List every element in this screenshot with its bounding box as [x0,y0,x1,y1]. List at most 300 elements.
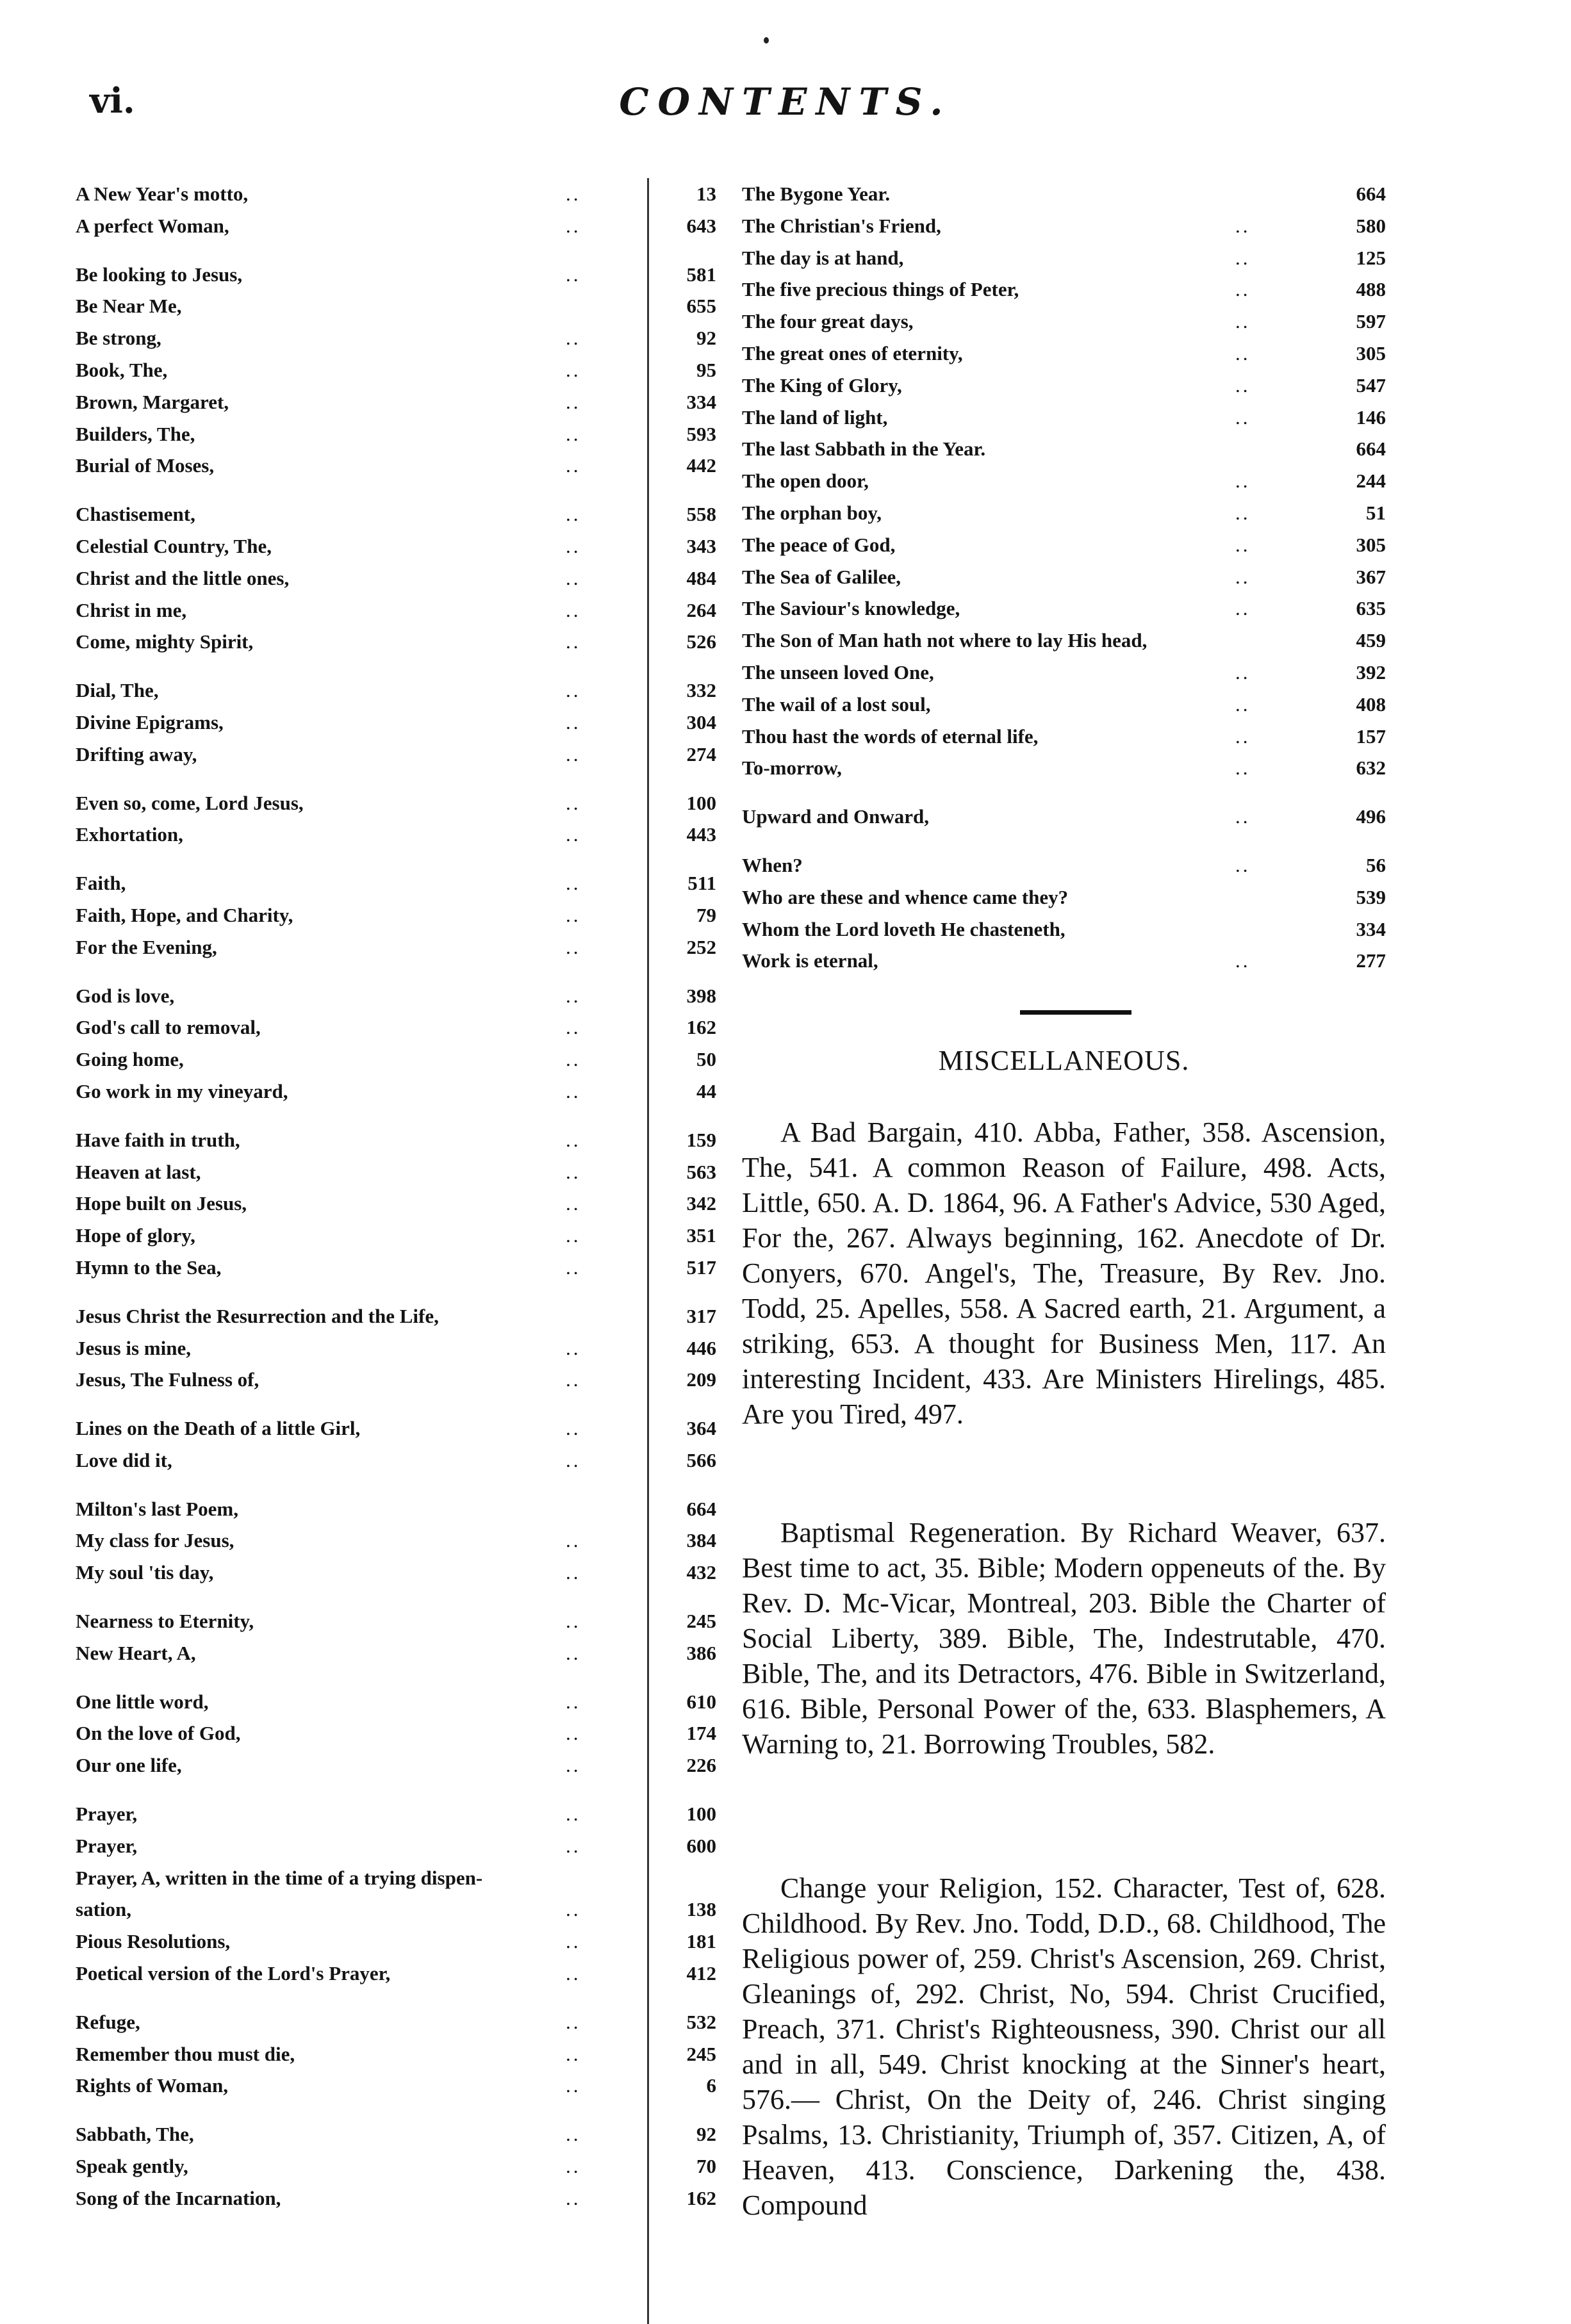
contents-entry [76,1124,716,1156]
entry-leader: .. [566,1016,581,1039]
entry-title: Be Near Me, [76,295,182,318]
entry-page-number: 547 [1356,373,1386,397]
entry-leader: .. [1235,214,1251,237]
entry-leader: .. [566,935,581,958]
contents-entry [76,2118,716,2150]
entry-title: God is love, [76,984,175,1007]
entry-leader: .. [566,630,581,653]
page-title: CONTENTS. [619,80,952,124]
entry-page-number: 332 [686,679,716,702]
entry-title: The peace of God, [742,533,896,556]
entry-title: Sabbath, The, [76,2123,194,2146]
group-spacer [76,242,716,259]
entry-page-number: 566 [686,1448,716,1471]
entry-title: Prayer, [76,1803,138,1826]
contents-entry [742,689,1386,721]
entry-title: Our one life, [76,1754,182,1777]
entry-title: For the Evening, [76,935,217,958]
entry-page-number: 252 [686,935,716,958]
contents-entry [742,657,1386,689]
group-spacer [76,658,716,675]
entry-leader: .. [1235,501,1251,524]
contents-entry [742,178,1386,210]
entry-page-number: 446 [686,1336,716,1359]
entry-leader: .. [1235,805,1251,828]
contents-entry [76,1444,716,1477]
entry-page-number: 386 [686,1641,716,1664]
entry-leader: .. [566,1368,581,1391]
ink-speck [764,37,769,44]
entry-page-number: 100 [686,791,716,814]
group-spacer [76,1589,716,1605]
entry-leader: .. [566,598,581,621]
contents-entry [76,1749,716,1781]
entry-leader: .. [566,2123,581,2146]
entry-leader: .. [566,1192,581,1215]
entry-title: The Son of Man hath not where to lay His head, [742,629,1147,652]
entry-title: Work is eternal, [742,949,878,972]
entry-title: Jesus, The Fulness of, [76,1368,259,1391]
entry-title: Hope of glory, [76,1224,195,1247]
contents-entry [76,1637,716,1669]
entry-page-number: 632 [1356,757,1386,780]
entry-page-number: 412 [686,1962,716,1985]
contents-entry [76,1156,716,1188]
contents-entry [76,2006,716,2038]
contents-entry [742,529,1386,561]
entry-page-number: 159 [686,1128,716,1151]
entry-leader: .. [1235,597,1251,620]
entry-title: Dial, The, [76,679,159,702]
entry-title: Pious Resolutions, [76,1930,231,1953]
contents-entry [742,849,1386,881]
contents-entry [76,1332,716,1364]
entry-page-number: 392 [1356,660,1386,683]
entry-title: Lines on the Death of a little Girl, [76,1417,361,1440]
contents-entry [742,913,1386,945]
contents-entry [76,1605,716,1637]
entry-page-number: 600 [686,1834,716,1857]
entry-title: Jesus is mine, [76,1336,191,1359]
contents-entry [76,178,716,210]
entry-page-number: 664 [1356,438,1386,461]
entry-title: Nearness to Eternity, [76,1610,254,1633]
entry-title: Upward and Onward, [742,805,929,828]
contents-entry [742,801,1386,833]
entry-leader: .. [566,1529,581,1552]
entry-page-number: 610 [686,1690,716,1713]
contents-entry [742,625,1386,657]
entry-leader: .. [566,422,581,445]
entry-page-number: 342 [686,1192,716,1215]
entry-page-number: 70 [696,2155,716,2178]
entry-leader: .. [566,1722,581,1745]
contents-entry [76,210,716,242]
contents-entry [742,497,1386,529]
entry-leader: .. [1235,341,1251,364]
entry-title: Song of the Incarnation, [76,2186,281,2209]
entry-page-number: 305 [1356,341,1386,364]
entry-page-number: 334 [686,390,716,413]
entry-page-number: 517 [686,1256,716,1279]
entry-leader: .. [566,679,581,702]
contents-entry [76,1926,716,1958]
entry-title: The Sea of Galilee, [742,565,901,588]
entry-leader: .. [566,566,581,589]
entry-leader: .. [566,1079,581,1102]
entry-leader: .. [566,503,581,526]
entry-title: To-morrow, [742,757,842,780]
contents-entry [76,1958,716,1990]
entry-leader: .. [566,214,581,237]
group-spacer [76,771,716,787]
contents-entry [76,1798,716,1830]
contents-entry [76,1493,716,1525]
entry-title: The land of light, [742,405,888,429]
contents-entry [76,1300,716,1332]
entry-title: Come, mighty Spirit, [76,630,254,653]
entry-leader: .. [566,1224,581,1247]
entry-page-number: 526 [686,630,716,653]
entry-page-number: 79 [696,903,716,926]
entry-leader: .. [566,2074,581,2097]
entry-title: My class for Jesus, [76,1529,234,1552]
entry-page-number: 274 [686,742,716,765]
entry-page-number: 92 [696,327,716,350]
entry-leader: .. [566,710,581,733]
entry-page-number: 92 [696,2123,716,2146]
entry-page-number: 580 [1356,214,1386,237]
entry-title: Love did it, [76,1448,172,1471]
group-spacer [76,1990,716,2006]
entry-leader: .. [566,2010,581,2033]
contents-entry [76,787,716,819]
contents-entry [742,433,1386,465]
entry-title: The Bygone Year. [742,183,891,205]
entry-title: The Christian's Friend, [742,214,941,237]
entry-leader: .. [1235,373,1251,397]
entry-title: Chastisement, [76,503,195,526]
contents-entry [742,370,1386,402]
contents-entry [76,1717,716,1749]
misc-paragraph: Change your Religion, 152. Character, Test of, 628. Childhood. By Rev. Jno. Todd, D.D., 68. Childhood, The Religious power of, 259. Christ's Ascension, 269. Christ, Gleanings of, 292. Christ, No, 594. Christ Crucified, Preach, 371. Christ's Righteousness, 390. Christ our all and in all, 549. Christ knocking at the Sinner's heart, 576.— Christ, On the Deity of, 246. Christ singing Psalms, 13. Christianity, Triumph of, 357. Citizen, A, of Heaven, 413. Conscience, Darkening the, 438. Compound [742,1872,1386,2221]
contents-entry [742,274,1386,306]
entry-title: When? [742,853,803,876]
entry-page-number: 364 [686,1417,716,1440]
entry-page-number: 56 [1366,853,1386,876]
entry-page-number: 343 [686,534,716,557]
entry-page-number: 305 [1356,533,1386,556]
entry-title: Christ in me, [76,598,187,621]
entry-page-number: 539 [1356,885,1386,908]
contents-right-column [742,178,1386,977]
page-number: vi. [90,80,135,121]
entry-title: Go work in my vineyard, [76,1079,288,1102]
contents-entry [76,867,716,899]
entry-leader: .. [566,1336,581,1359]
entry-leader: .. [566,2186,581,2209]
entry-leader: .. [566,1641,581,1664]
entry-title: Faith, Hope, and Charity, [76,903,293,926]
contents-entry [742,721,1386,753]
contents-entry [76,1830,716,1862]
entry-page-number: 95 [696,358,716,381]
entry-title: The unseen loved One, [742,660,934,683]
misc-paragraph: Baptismal Regeneration. By Richard Weaver, 637. Best time to act, 35. Bible; Modern oppeneuts of the. By Rev. D. Mc-Vicar, Montreal, 203. Bible the Charter of Social Liberty, 389. Bible, The, Indestrutable, 470. Bible, The, and its Detractors, 476. Bible in Switzerland, 616. Bible, Personal Power of the, 633. Blasphemers, A Warning to, 21. Borrowing Troubles, 582. [742,1517,1386,1760]
contents-entry [742,881,1386,913]
entry-page-number: 50 [696,1048,716,1071]
entry-page-number: 532 [686,2010,716,2033]
entry-leader: .. [566,1834,581,1857]
contents-entry [76,1076,716,1108]
entry-page-number: 13 [696,183,716,205]
entry-title: Burial of Moses, [76,454,215,477]
contents-entry [742,561,1386,593]
entry-title: Have faith in truth, [76,1128,240,1151]
contents-entry [76,2070,716,2102]
entry-leader: .. [566,1448,581,1471]
entry-page-number: 664 [1356,183,1386,205]
contents-left-column [76,178,716,2214]
entry-title: Celestial Country, The, [76,534,272,557]
group-spacer [742,784,1386,801]
entry-title: Who are these and whence came they? [742,885,1069,908]
group-spacer [76,1284,716,1300]
entry-leader: .. [1235,724,1251,748]
entry-page-number: 100 [686,1803,716,1826]
entry-page-number: 277 [1356,949,1386,972]
entry-leader: .. [566,823,581,846]
entry-page-number: 367 [1356,565,1386,588]
group-spacer [76,851,716,867]
entry-leader: .. [566,742,581,765]
entry-page-number: 398 [686,984,716,1007]
entry-leader: .. [566,183,581,205]
entry-leader: .. [566,1690,581,1713]
entry-title: Builders, The, [76,422,195,445]
contents-entry [742,242,1386,274]
entry-page-number: 655 [686,295,716,318]
entry-title: The wail of a lost soul, [742,692,931,716]
contents-entry [76,1686,716,1718]
group-spacer [76,1477,716,1493]
group-spacer [76,1669,716,1686]
contents-entry [742,752,1386,784]
entry-title: The great ones of eternity, [742,341,963,364]
group-spacer [76,1108,716,1124]
entry-leader: .. [1235,470,1251,493]
entry-leader: .. [1235,533,1251,556]
contents-entry [76,819,716,851]
entry-leader: .. [1235,660,1251,683]
entry-title: A New Year's motto, [76,183,249,205]
contents-entry [742,306,1386,338]
entry-title: Jesus Christ the Resurrection and the Life, [76,1304,439,1327]
entry-page-number: 664 [686,1497,716,1520]
entry-leader: .. [566,534,581,557]
entry-title: Thou hast the words of eternal life, [742,724,1039,748]
entry-title: Remember thou must die, [76,2042,295,2065]
entry-title: The last Sabbath in the Year. [742,438,986,461]
contents-entry [742,945,1386,977]
entry-page-number: 162 [686,1016,716,1039]
entry-page-number: 209 [686,1368,716,1391]
group-spacer [76,482,716,498]
entry-page-number: 162 [686,2186,716,2209]
entry-title: Milton's last Poem, [76,1497,238,1520]
entry-page-number: 334 [1356,917,1386,940]
entry-page-number: 245 [686,2042,716,2065]
entry-page-number: 6 [706,2074,716,2097]
contents-entry [76,1364,716,1396]
contents-entry [76,450,716,482]
entry-title: Prayer, [76,1834,138,1857]
entry-title: On the love of God, [76,1722,241,1745]
entry-title: Be strong, [76,327,161,350]
entry-page-number: 146 [1356,405,1386,429]
entry-title: A perfect Woman, [76,214,229,237]
entry-title: Book, The, [76,358,168,381]
contents-entry [76,1252,716,1284]
contents-entry [76,2182,716,2214]
entry-leader: .. [566,2155,581,2178]
contents-entry [76,1220,716,1252]
entry-page-number: 459 [1356,629,1386,652]
contents-entry [76,1188,716,1220]
entry-leader: .. [566,358,581,381]
entry-title: God's call to removal, [76,1016,261,1039]
entry-title: Whom the Lord loveth He chasteneth, [742,917,1065,940]
group-spacer [76,963,716,980]
entry-title: Prayer, A, written in the time of a trying dispen- [76,1866,483,1889]
entry-title: Hymn to the Sea, [76,1256,222,1279]
entry-title: Even so, come, Lord Jesus, [76,791,304,814]
entry-title: The orphan boy, [742,501,882,524]
entry-page-number: 581 [686,263,716,286]
entry-leader: .. [566,1803,581,1826]
contents-entry [76,1894,716,1926]
entry-page-number: 593 [686,422,716,445]
entry-leader: .. [566,903,581,926]
entry-leader: .. [566,1048,581,1071]
group-spacer [76,1396,716,1412]
entry-page-number: 408 [1356,692,1386,716]
contents-entry [76,354,716,386]
entry-page-number: 125 [1356,246,1386,269]
entry-leader: .. [566,454,581,477]
entry-leader: .. [1235,949,1251,972]
entry-leader: .. [566,1128,581,1151]
entry-page-number: 317 [686,1304,716,1327]
contents-entry [76,1043,716,1076]
entry-page-number: 351 [686,1224,716,1247]
entry-leader: .. [566,791,581,814]
entry-title: Drifting away, [76,742,197,765]
contents-entry [76,1011,716,1043]
entry-page-number: 432 [686,1561,716,1584]
entry-title: The King of Glory, [742,373,902,397]
entry-page-number: 51 [1366,501,1386,524]
entry-leader: .. [566,1256,581,1279]
entry-leader: .. [566,2042,581,2065]
section-rule [1020,1010,1131,1015]
entry-leader: .. [1235,757,1251,780]
entry-leader: .. [566,1417,581,1440]
entry-title: Heaven at last, [76,1160,201,1183]
entry-title: Refuge, [76,2010,140,2033]
entry-title: Exhortation, [76,823,183,846]
entry-page-number: 174 [686,1722,716,1745]
contents-entry [76,1862,716,1894]
entry-page-number: 245 [686,1610,716,1633]
entry-title: My soul 'tis day, [76,1561,214,1584]
contents-entry [76,707,716,739]
entry-page-number: 304 [686,710,716,733]
entry-page-number: 384 [686,1529,716,1552]
entry-page-number: 484 [686,566,716,589]
entry-page-number: 443 [686,823,716,846]
entry-leader: .. [1235,565,1251,588]
entry-page-number: 597 [1356,310,1386,333]
entry-title: The four great days, [742,310,914,333]
contents-entry [76,675,716,707]
contents-entry [76,980,716,1012]
entry-leader: .. [566,390,581,413]
column-divider [647,178,649,2324]
entry-page-number: 635 [1356,597,1386,620]
contents-entry [742,210,1386,242]
entry-leader: .. [566,1561,581,1584]
group-spacer [76,1781,716,1798]
contents-entry [76,290,716,322]
entry-page-number: 558 [686,503,716,526]
entry-title: Faith, [76,872,126,895]
contents-entry [76,1412,716,1444]
entry-page-number: 511 [687,872,716,895]
contents-entry [76,498,716,530]
entry-leader: .. [566,1610,581,1633]
page-header [0,80,1571,138]
entry-leader: .. [566,1962,581,1985]
group-spacer [76,2102,716,2118]
contents-entry [76,322,716,354]
entry-page-number: 44 [696,1079,716,1102]
entry-title: Christ and the little ones, [76,566,290,589]
entry-title: Rights of Woman, [76,2074,228,2097]
contents-entry [76,386,716,418]
contents-entry [76,594,716,626]
contents-entry [76,562,716,594]
entry-page-number: 181 [686,1930,716,1953]
entry-title: sation, [76,1898,131,1921]
entry-title: The Saviour's knowledge, [742,597,960,620]
entry-page-number: 226 [686,1754,716,1777]
entry-title: Going home, [76,1048,184,1071]
entry-title: New Heart, A, [76,1641,196,1664]
entry-title: One little word, [76,1690,209,1713]
entry-title: Be looking to Jesus, [76,263,243,286]
entry-page-number: 488 [1356,278,1386,301]
entry-leader: .. [1235,405,1251,429]
contents-entry [76,530,716,562]
contents-entry [76,2038,716,2070]
entry-title: Divine Epigrams, [76,710,224,733]
entry-title: The day is at hand, [742,246,904,269]
entry-leader: .. [566,1898,581,1921]
contents-entry [76,259,716,291]
misc-paragraph: A Bad Bargain, 410. Abba, Father, 358. Ascension, The, 541. A common Reason of Failure, 498. Acts, Little, 650. A. D. 1864, 96. A Father's Advice, 530 Aged, For the, 267. Always beginning, 162. Anecdote of Dr. Conyers, 670. Angel's, The, Treasure, By Rev. Jno. Todd, 25. Apelles, 558. A Sacred earth, 21. Argument, a striking, 653. A thought for Business Men, 117. An interesting Incident, 433. Are Ministers Hirelings, 485. Are you Tired, 497. [742,1117,1386,1430]
entry-leader: .. [1235,692,1251,716]
